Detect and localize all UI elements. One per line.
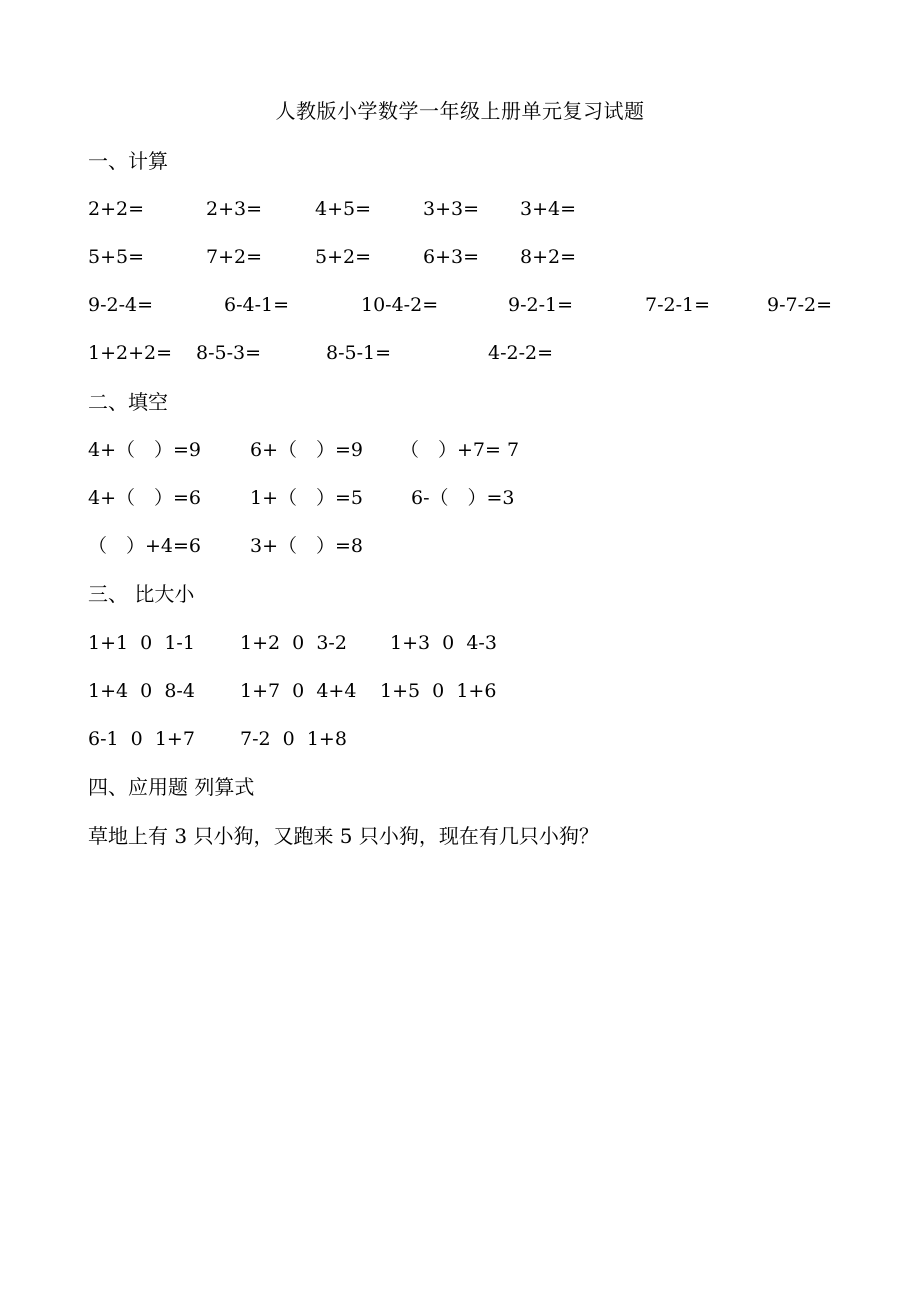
page-title: 人教版小学数学一年级上册单元复习试题	[275, 99, 645, 123]
word-problem-text: 草地上有 3 只小狗，又跑来 5 只小狗，现在有几只小狗？	[88, 824, 599, 848]
fill-item: 1+（ ）=5	[250, 487, 364, 509]
calc-item: 3+4=	[520, 198, 577, 220]
calc-item: 8-5-3=	[196, 342, 262, 364]
calc-item: 3+3=	[423, 198, 480, 220]
section-heading-compare: 三、 比大小	[88, 582, 195, 606]
calc-item: 9-2-4=	[88, 294, 154, 316]
compare-item: 1+7 0 4+4	[240, 680, 357, 702]
calc-item: 4+5=	[315, 198, 372, 220]
fill-item: （ ）+7= 7	[400, 439, 520, 461]
compare-item: 1+3 0 4-3	[390, 632, 497, 654]
fill-item: 6-（ ）=3	[411, 487, 515, 509]
fill-item: （ ）+4=6	[88, 535, 202, 557]
compare-item: 1+2 0 3-2	[240, 632, 347, 654]
compare-item: 1+1 0 1-1	[88, 632, 195, 654]
calc-item: 2+3=	[206, 198, 263, 220]
calc-item: 10-4-2=	[361, 294, 439, 316]
calc-item: 7-2-1=	[645, 294, 711, 316]
calc-item: 9-7-2=	[767, 294, 833, 316]
compare-item: 6-1 0 1+7	[88, 728, 195, 750]
section-heading-fill: 二、填空	[88, 390, 168, 414]
calc-item: 8-5-1=	[326, 342, 392, 364]
calc-item: 7+2=	[206, 246, 263, 268]
section-heading-calc: 一、计算	[88, 149, 168, 173]
compare-item: 1+4 0 8-4	[88, 680, 195, 702]
calc-item: 5+5=	[88, 246, 145, 268]
calc-item: 5+2=	[315, 246, 372, 268]
fill-item: 4+（ ）=6	[88, 487, 202, 509]
calc-item: 8+2=	[520, 246, 577, 268]
compare-item: 1+5 0 1+6	[380, 680, 497, 702]
fill-item: 3+（ ）=8	[250, 535, 364, 557]
section-heading-word: 四、应用题 列算式	[88, 775, 255, 799]
calc-item: 6+3=	[423, 246, 480, 268]
compare-item: 7-2 0 1+8	[240, 728, 347, 750]
calc-item: 9-2-1=	[508, 294, 574, 316]
fill-item: 4+（ ）=9	[88, 439, 202, 461]
fill-item: 6+（ ）=9	[250, 439, 364, 461]
calc-item: 6-4-1=	[224, 294, 290, 316]
calc-item: 2+2=	[88, 198, 145, 220]
calc-item: 1+2+2=	[88, 342, 173, 364]
calc-item: 4-2-2=	[488, 342, 554, 364]
